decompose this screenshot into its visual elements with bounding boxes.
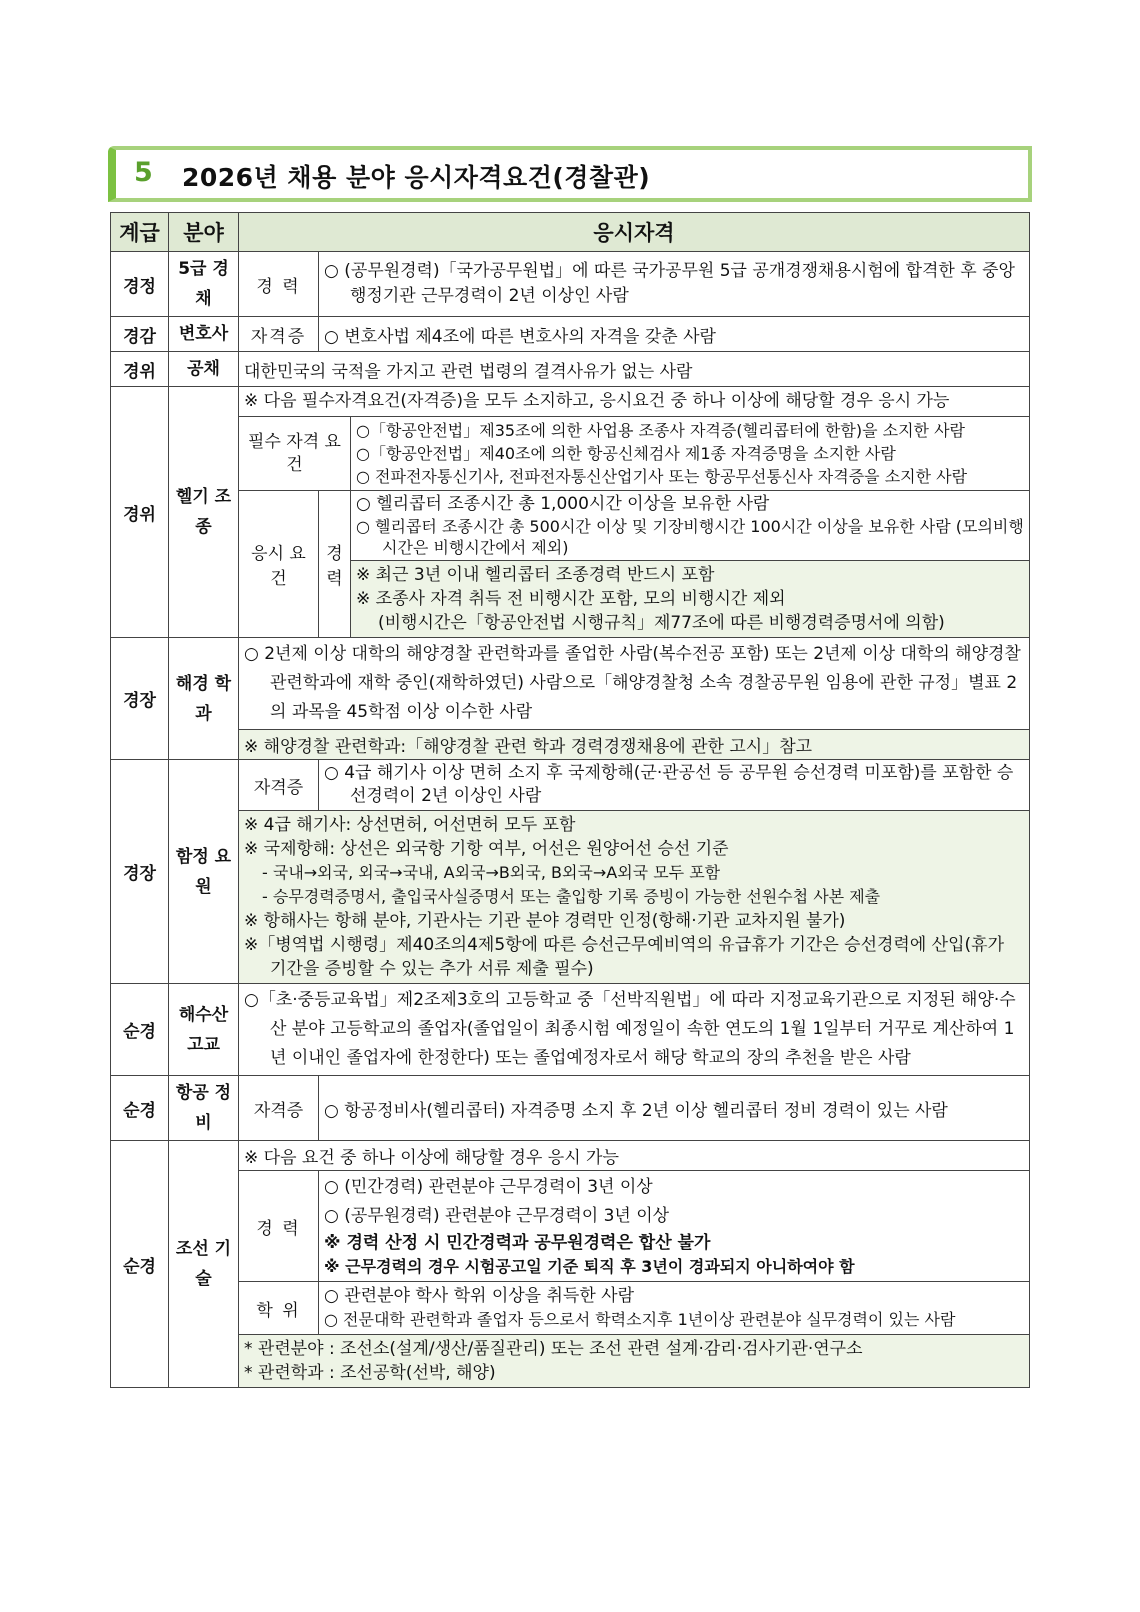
qualification-text: ○「초·중등교육법」제2조제3호의 고등학교 중「선박직원법」에 따라 지정교육기관으로 지정된 해양·수산 분야 고등학교의 졸업자(졸업일이 최종시험 예정일이 속한 연도의 1월 1일부터 거꾸로 계산하여 1년 이내인 졸업자에 한정한다) 또는 졸업예정자로서 해당 학교의 장의 추천을 받은 사람: [239, 984, 1030, 1076]
qualification-table: [110, 212, 1030, 1388]
field-cell: 해경 학과: [169, 638, 239, 760]
table-row: [111, 352, 1030, 387]
table-row: [111, 1282, 1030, 1335]
degree-label: 학 위: [239, 1282, 319, 1335]
notes-list: ※ 4급 해기사: 상선면허, 어선면허 모두 포함 ※ 국제항해: 상선은 외국항 기항 여부, 어선은 원양어선 승선 기준 - 국내→외국, 외국→국내, A외국→B외국, B외국→A외국 모두 포함 - 승무경력증명서, 출입국사실증명서 또는 출입항 기록 증빙이 가능한 선원수첩 사본 제출 ※ 항해사는 항해 분야, 기관사는 기관 분야 경력만 인정(항해·기관 교차지원 불가) ※「병역법 시행령」제40조의4제5항에 따른 승선근무예비역의 유급휴가 기간은 승선경력에 산입(휴가 기간을 증빙할 수 있는 추가 서류 제출 필수): [239, 811, 1030, 984]
table-row: [111, 638, 1030, 730]
qualification-text: ○ (공무원경력)「국가공무원법」에 따른 국가공무원 5급 공개경쟁채용시험에 합격한 후 중앙행정기관 근무경력이 2년 이상인 사람: [319, 252, 1030, 317]
rank-cell: 순경: [111, 984, 169, 1076]
table-row: [111, 984, 1030, 1076]
intro-note: ※ 다음 필수자격요건(자격증)을 모두 소지하고, 응시요건 중 하나 이상에 해당할 경우 응시 가능: [239, 387, 1030, 417]
rank-cell: 경정: [111, 252, 169, 317]
table-row: [111, 730, 1030, 760]
table-header-row: [111, 213, 1030, 252]
header-qualification: 응시자격: [239, 213, 1030, 252]
field-cell: 변호사: [169, 317, 239, 352]
table-row: [111, 387, 1030, 417]
table-row: [111, 317, 1030, 352]
intro-note: ※ 다음 요건 중 하나 이상에 해당할 경우 응시 가능: [239, 1141, 1030, 1171]
field-cell: 함정 요원: [169, 760, 239, 984]
footnotes: * 관련분야 : 조선소(설계/생산/품질관리) 또는 조선 관련 설계·감리·검사기관·연구소 * 관련학과 : 조선공학(선박, 해양): [239, 1335, 1030, 1388]
rank-cell: 경위: [111, 387, 169, 638]
qualification-text: 대한민국의 국적을 가지고 관련 법령의 결격사유가 없는 사람: [239, 352, 1030, 387]
note-text: ※ 해양경찰 관련학과:「해양경찰 관련 학과 경력경쟁채용에 관한 고시」참고: [239, 730, 1030, 760]
app-label: 응시 요건: [239, 491, 319, 638]
rank-cell: 경감: [111, 317, 169, 352]
career-notes: ※ 최근 3년 이내 헬리콥터 조종경력 반드시 포함 ※ 조종사 자격 취득 전 비행시간 포함, 모의 비행시간 제외 (비행시간은「항공안전법 시행규칙」제77조에 따른 비행경력증명서에 의함): [351, 561, 1030, 638]
degree-list: ○ 관련분야 학사 학위 이상을 취득한 사람 ○ 전문대학 관련학과 졸업자 등으로서 학력소지후 1년이상 관련분야 실무경력이 있는 사람: [319, 1282, 1030, 1335]
req-label: 필수 자격 요건: [239, 417, 351, 491]
qualification-text: ○ 변호사법 제4조에 따른 변호사의 자격을 갖춘 사람: [319, 317, 1030, 352]
section-title: 2026년 채용 분야 응시자격요건(경찰관): [182, 163, 651, 192]
rank-cell: 순경: [111, 1141, 169, 1388]
table-row: [111, 417, 1030, 491]
field-cell: 해수산 고교: [169, 984, 239, 1076]
table-row: [111, 1171, 1030, 1282]
label-cell: 경 력: [239, 252, 319, 317]
qualification-text: ○ 항공정비사(헬리콥터) 자격증명 소지 후 2년 이상 헬리콥터 정비 경력이 있는 사람: [319, 1076, 1030, 1141]
career-label: 경 력: [319, 491, 351, 638]
rank-cell: 순경: [111, 1076, 169, 1141]
table-row: [111, 491, 1030, 561]
qualification-text: ○ 2년제 이상 대학의 해양경찰 관련학과를 졸업한 사람(복수전공 포함) 또는 2년제 이상 대학의 해양경찰 관련학과에 재학 중인(재학하였던) 사람으로「해양경찰청 소속 경찰공무원 임용에 관한 규정」별표 2의 과목을 45학점 이상 이수한 사람: [239, 638, 1030, 730]
career-list: ○ (민간경력) 관련분야 근무경력이 3년 이상 ○ (공무원경력) 관련분야 근무경력이 3년 이상 ※ 경력 산정 시 민간경력과 공무원경력은 합산 불가 ※ 근무경력의 경우 시험공고일 기준 퇴직 후 3년이 경과되지 아니하여야 함: [319, 1171, 1030, 1282]
career-label: 경 력: [239, 1171, 319, 1282]
label-cell: 자격증: [239, 317, 319, 352]
qualification-text: ○ 4급 해기사 이상 면허 소지 후 국제항해(군·관공선 등 공무원 승선경력 미포함)를 포함한 승선경력이 2년 이상인 사람: [319, 760, 1030, 811]
label-cell: 자격증: [239, 1076, 319, 1141]
field-cell: 헬기 조종: [169, 387, 239, 638]
table-row: [111, 252, 1030, 317]
table-row: [111, 811, 1030, 984]
table-row: [111, 1335, 1030, 1388]
table-row: [111, 1076, 1030, 1141]
field-cell: 공채: [169, 352, 239, 387]
label-cell: 자격증: [239, 760, 319, 811]
field-cell: 조선 기술: [169, 1141, 239, 1388]
rank-cell: 경장: [111, 638, 169, 760]
rank-cell: 경장: [111, 760, 169, 984]
table-row: [111, 1141, 1030, 1171]
rank-cell: 경위: [111, 352, 169, 387]
table-row: [111, 760, 1030, 811]
header-field: 분야: [169, 213, 239, 252]
header-rank: 계급: [111, 213, 169, 252]
section-number: 5: [134, 157, 153, 188]
field-cell: 5급 경채: [169, 252, 239, 317]
req-list: ○「항공안전법」제35조에 의한 사업용 조종사 자격증(헬리콥터에 한함)을 소지한 사람 ○「항공안전법」제40조에 의한 항공신체검사 제1종 자격증명을 소지한 사람 ○ 전파전자통신기사, 전파전자통신산업기사 또는 항공무선통신사 자격증을 소지한 사람: [351, 417, 1030, 491]
section-heading: [108, 146, 1032, 204]
field-cell: 항공 정비: [169, 1076, 239, 1141]
career-list: ○ 헬리콥터 조종시간 총 1,000시간 이상을 보유한 사람 ○ 헬리콥터 조종시간 총 500시간 이상 및 기장비행시간 100시간 이상을 보유한 사람 (모의비행시간은 비행시간에서 제외): [351, 491, 1030, 561]
